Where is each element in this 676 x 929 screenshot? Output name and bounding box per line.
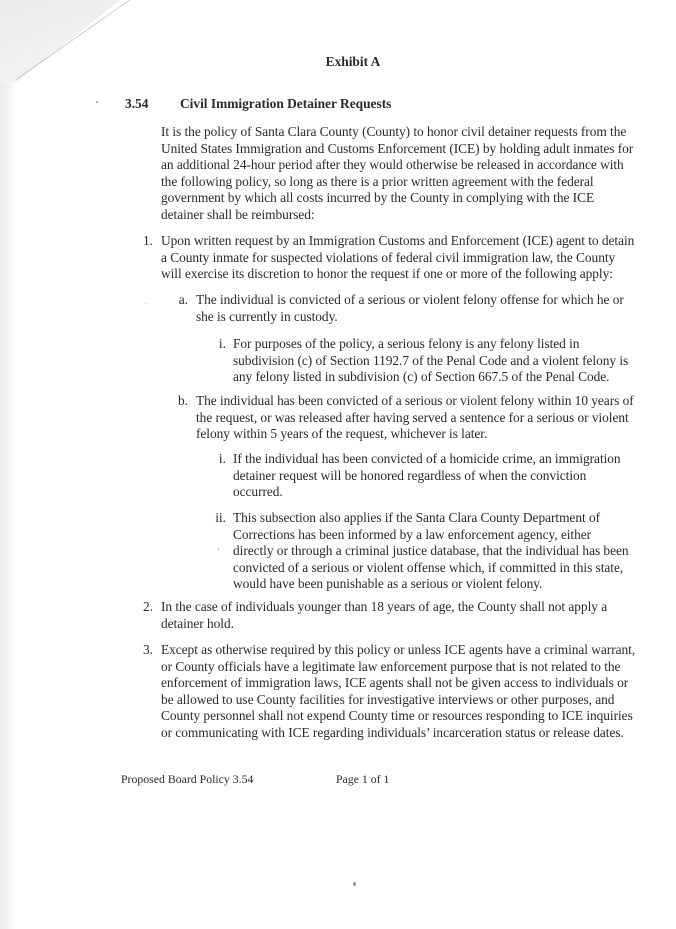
item-line: will exercise its discretion to honor the request if one or more of the following apply: (161, 266, 613, 282)
list-item-1b (196, 393, 634, 443)
item-line: convicted of a serious or violent offense which, if committed in this state, (233, 559, 624, 575)
item-line: The individual has been convicted of a serious or violent felony within 10 years of (196, 393, 634, 408)
list-marker-1a: a. (178, 292, 188, 307)
intro-paragraph (161, 124, 633, 224)
item-line: any felony listed in subdivision (c) of Section 667.5 of the Penal Code. (233, 369, 610, 385)
item-line: Corrections has been informed by a law enforcement agency, either (233, 526, 592, 542)
item-line: subdivision (c) of Section 1192.7 of the Penal Code and a violent felony is (233, 352, 629, 368)
intro-line: United States Immigration and Customs Enforcement (ICE) by holding adult inmates for (161, 140, 634, 156)
item-line: This subsection also applies if the Santa Clara County Department of (233, 510, 600, 525)
list-marker-1: 1. (142, 233, 153, 248)
item-line: a County inmate for suspected violations of federal civil immigration law, the County (161, 249, 616, 265)
item-line: she is currently in custody. (196, 308, 338, 324)
list-marker-1a-i: i. (218, 336, 226, 351)
item-line: or County officials have a legitimate law enforcement purpose that is not related to the (161, 658, 621, 674)
section-title: Civil Immigration Detainer Requests (180, 96, 392, 111)
list-marker-1b: b. (177, 393, 188, 408)
item-line: County personnel shall not expend County time or resources responding to ICE inquiries (161, 708, 633, 724)
scan-speck (145, 303, 146, 304)
list-item-3 (161, 642, 635, 742)
item-line: Except as otherwise required by this policy or unless ICE agents have a criminal warrant, (161, 642, 636, 657)
list-marker-3: 3. (142, 642, 153, 657)
item-line: Upon written request by an Immigration Customs and Enforcement (ICE) agent to detain (161, 233, 635, 248)
item-line: enforcement of immigration laws, ICE agents shall not be given access to individuals or (161, 675, 629, 691)
item-line: felony within 5 years of the request, whichever is later. (196, 426, 488, 442)
intro-line: an additional 24-hour period after they would otherwise be released in accordance with (161, 157, 624, 173)
list-marker-1b-i: i. (218, 451, 226, 466)
list-item-1 (161, 233, 634, 283)
item-line: detainer request will be honored regardless of when the conviction (233, 467, 587, 483)
scan-speck (96, 101, 98, 103)
scan-edge (0, 0, 15, 929)
footer-policy-label: Proposed Board Policy 3.54 (121, 772, 254, 786)
item-line: detainer hold. (161, 615, 234, 631)
list-marker-1b-ii: ii. (215, 510, 226, 525)
intro-line: the following policy, so long as there is a prior written agreement with the federal (161, 173, 594, 189)
item-line: would have been punishable as a serious or violent felony. (233, 576, 543, 592)
item-line: If the individual has been convicted of a homicide crime, an immigration (233, 451, 621, 466)
item-line: For purposes of the policy, a serious felony is any felony listed in (233, 336, 580, 351)
list-item-1b-i (233, 451, 621, 501)
list-item-1b-ii (233, 510, 629, 593)
item-line: In the case of individuals younger than 18 years of age, the County shall not apply a (161, 599, 608, 614)
list-marker-2: 2. (142, 599, 153, 614)
item-line: the request, or was released after having served a sentence for a serious or violent (196, 409, 629, 425)
intro-line: government by which all costs incurred by the County in complying with the ICE (161, 190, 595, 206)
item-line: or communicating with ICE regarding individuals’ incarceration status or release dates. (161, 724, 624, 740)
section-number: 3.54 (125, 96, 149, 111)
scan-speck (353, 882, 356, 886)
item-line: directly or through a criminal justice database, that the individual has been (233, 543, 629, 559)
exhibit-heading: Exhibit A (325, 54, 381, 69)
list-item-2 (161, 599, 607, 632)
item-line: The individual is convicted of a serious or violent felony offense for which he or (196, 292, 624, 307)
footer-page-number: Page 1 of 1 (336, 772, 390, 786)
item-line: occurred. (233, 484, 283, 500)
scan-speck (218, 548, 219, 550)
intro-line: detainer shall be reimbursed: (161, 206, 315, 222)
intro-line: It is the policy of Santa Clara County (County) to honor civil detainer requests from the (161, 124, 627, 139)
list-item-1a (196, 292, 624, 325)
list-item-1a-i (233, 336, 628, 386)
item-line: be allowed to use County facilities for investigative interviews or other purposes, and (161, 691, 615, 707)
